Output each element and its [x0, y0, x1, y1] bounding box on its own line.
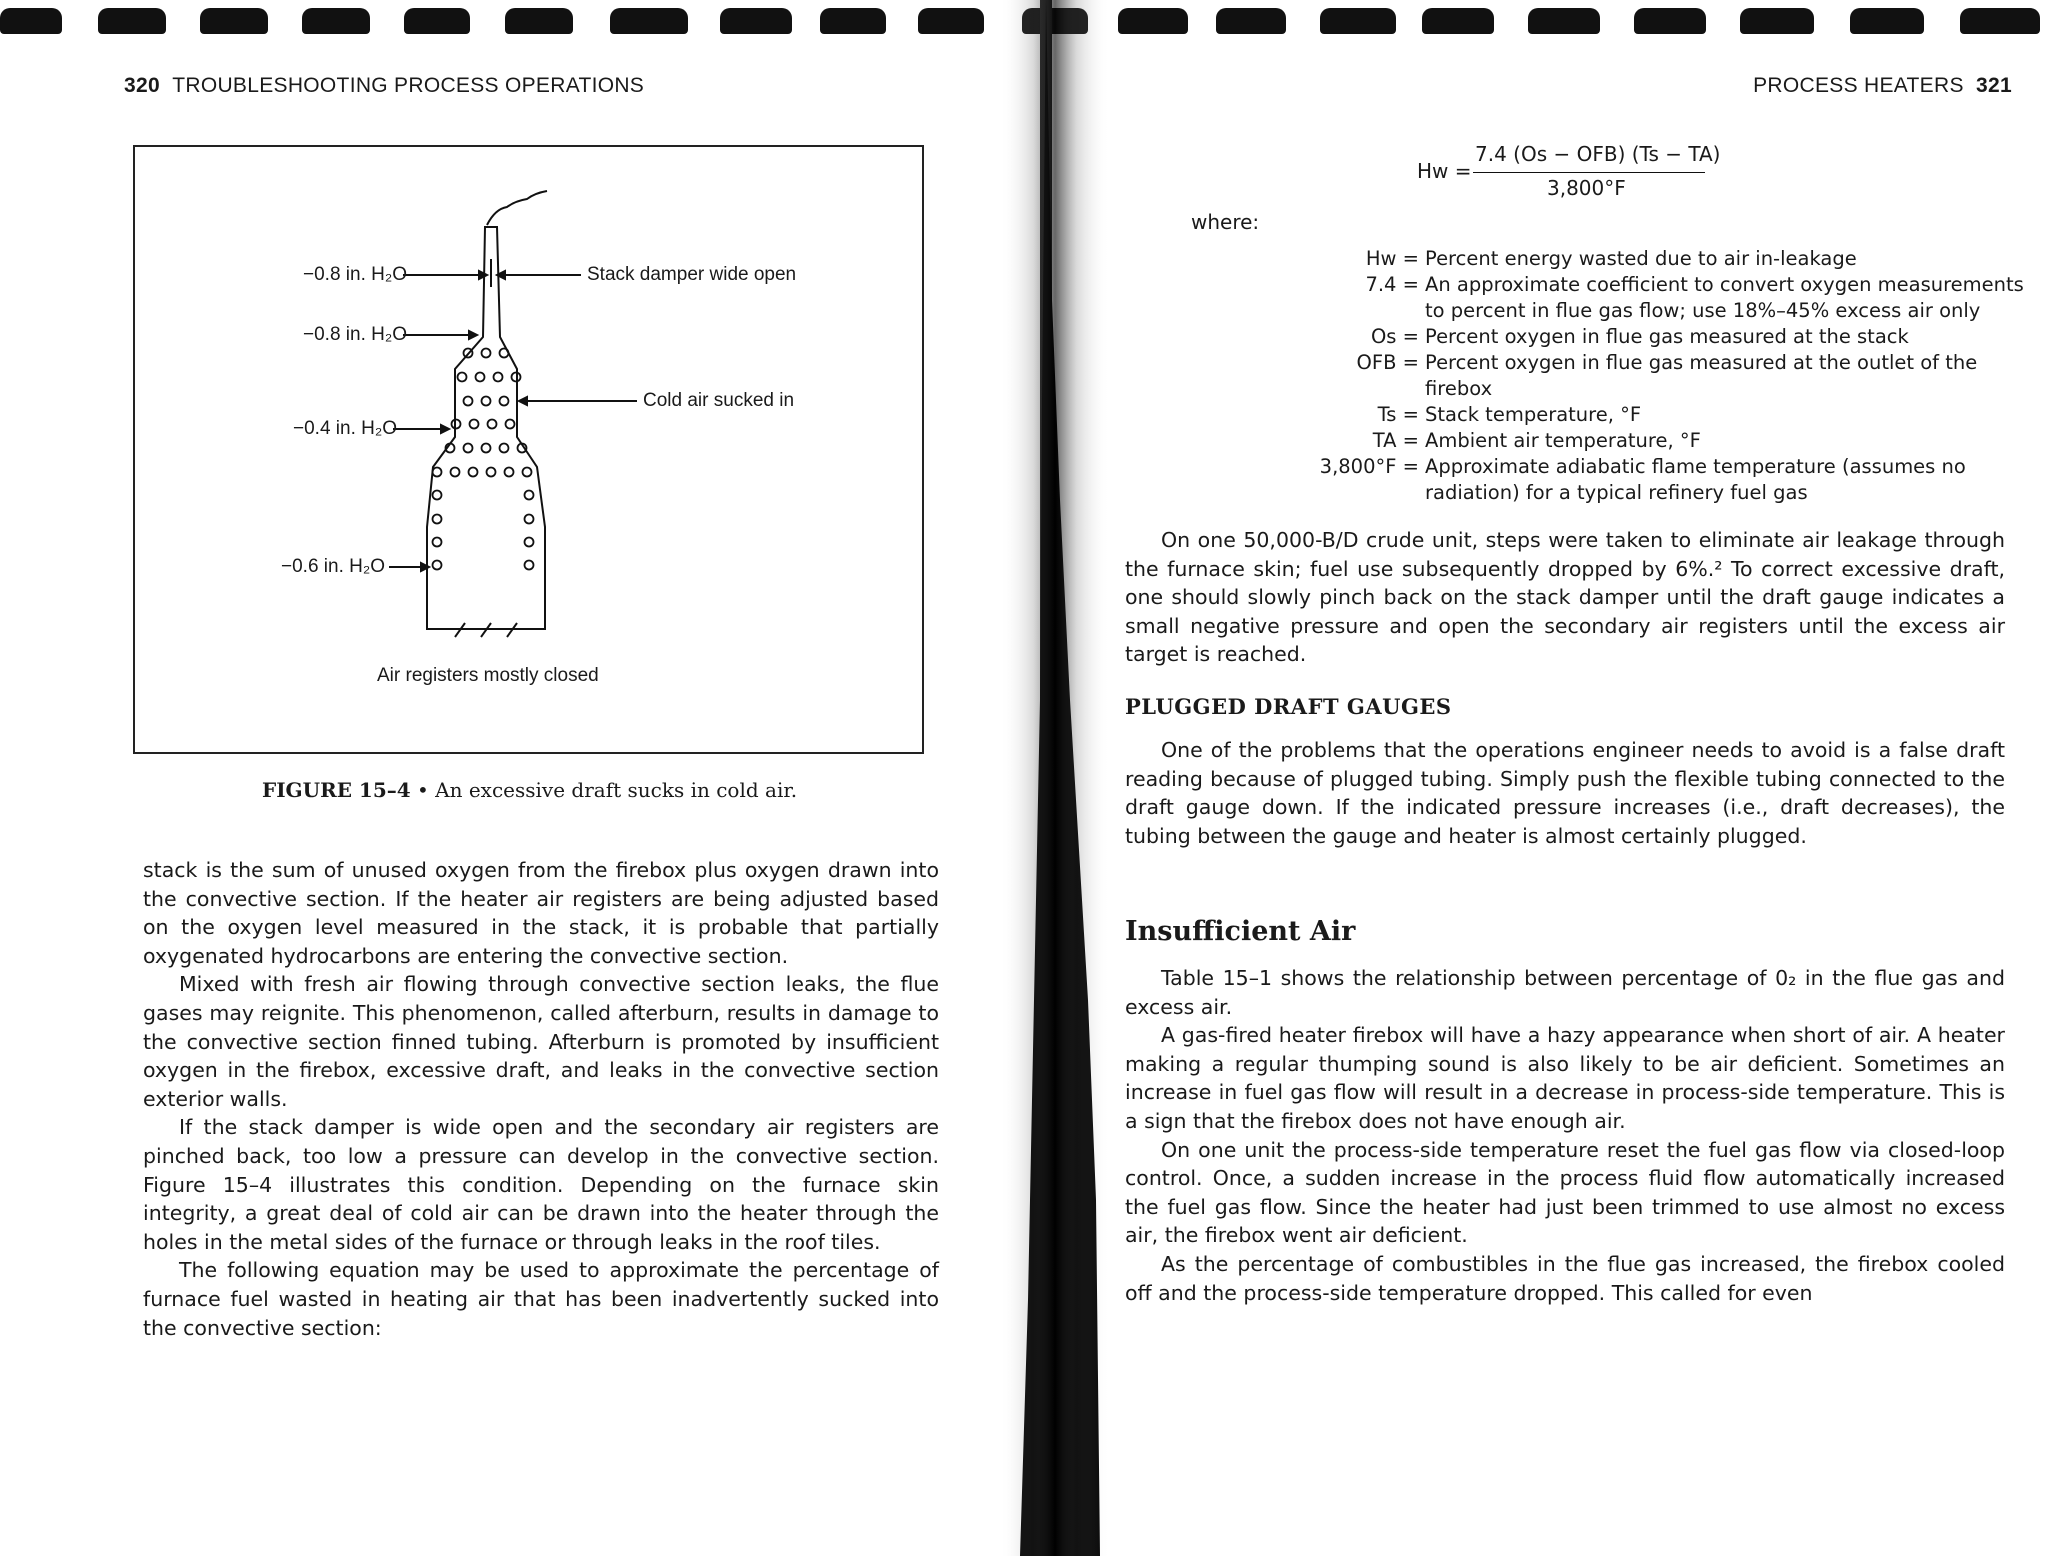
section-heading-insufficient-air: Insufficient Air	[1125, 916, 1356, 947]
section-heading-plugged: PLUGGED DRAFT GAUGES	[1125, 694, 1452, 719]
paragraph: The following equation may be used to approximate the percentage of furnace fuel wasted in heating air that has been inadvertently sucked into the convective section:	[143, 1258, 939, 1340]
def-symbol: Os =	[1370, 325, 1419, 348]
paragraph: stack is the sum of unused oxygen from the firebox plus oxygen drawn into the convective section. If the heater air registers are being adjusted based on the oxygen level measured in the stack, it is probable that partially oxygenated hydrocarbons are entering the convective section.	[143, 858, 939, 968]
def-text: An approximate coefficient to convert oxygen measurements	[1425, 273, 2024, 296]
def-text: firebox	[1425, 377, 1493, 400]
paragraph: Table 15–1 shows the relationship between percentage of 0₂ in the flue gas and excess air.	[1125, 966, 2005, 1019]
equation-numerator: 7.4 (Os − OFB) (Ts − TA)	[1475, 142, 1721, 166]
paragraph: Mixed with fresh air flowing through convective section leaks, the flue gases may reignite. This phenomenon, called afterburn, results in damage to the convective section finned tubing. Afterburn is promoted by insufficient oxygen in the firebox, excessive draft, and leaks in the convective section exterior walls.	[143, 972, 939, 1111]
left-page	[0, 0, 1020, 1556]
pressure-label-firebox: −0.6 in. H₂O	[281, 556, 386, 577]
plugged-gauges-text	[1125, 736, 2005, 850]
fraction-bar	[1473, 172, 1705, 173]
paragraph: On one 50,000-B/D crude unit, steps were taken to eliminate air leakage through the furnace skin; fuel use subsequently dropped by 6%.² To correct excessive draft, one should slowly pinch back on the stack damper until the draft gauge indicates a small negative pressure and open the secondary air registers until the excess air target is reached.	[1125, 528, 2005, 667]
where-label: where:	[1191, 210, 1260, 234]
figure-caption	[262, 778, 797, 802]
cold-air-label: Cold air sucked in	[643, 390, 795, 411]
def-text: Percent oxygen in flue gas measured at the stack	[1425, 325, 1909, 348]
heater-diagram	[135, 147, 922, 752]
running-title-left: TROUBLESHOOTING PROCESS OPERATIONS	[172, 74, 645, 97]
pressure-label-stack-top: −0.8 in. H₂O	[303, 264, 408, 285]
page-number-left: 320	[124, 74, 160, 97]
pressure-label-stack-base: −0.8 in. H₂O	[303, 324, 408, 345]
def-text: Approximate adiabatic flame temperature (assumes no	[1425, 455, 1966, 478]
insufficient-air-text	[1125, 964, 2005, 1307]
figure-number: FIGURE 15–4	[262, 778, 411, 802]
paragraph: On one unit the process-side temperature reset the fuel gas flow via closed-loop control. Once, a sudden increase in the process fluid flow automatically increased the fuel gas flow. Since the heater had just been trimmed to use almost no excess air, the firebox went air deficient.	[1125, 1137, 2005, 1248]
air-holes	[433, 349, 534, 570]
pressure-label-convection: −0.4 in. H₂O	[293, 418, 398, 439]
left-page-header	[124, 74, 644, 98]
def-symbol: 7.4 =	[1365, 273, 1419, 296]
paragraph: A gas-fired heater firebox will have a hazy appearance when short of air. A heater making a regular thumping sound is also likely to be air deficient. Sometimes an increase in fuel gas flow will result in a decrease in process-side temperature. This is a sign that the firebox does not have enough air.	[1125, 1023, 2005, 1133]
figure-frame	[133, 145, 924, 754]
figure-caption-text: • An excessive draft sucks in cold air.	[410, 778, 798, 802]
right-page-header	[1753, 74, 2012, 98]
def-text: Stack temperature, °F	[1425, 403, 1642, 426]
def-text: radiation) for a typical refinery fuel gas	[1425, 481, 1808, 504]
def-symbol: Hw =	[1365, 247, 1419, 270]
def-symbol: TA =	[1372, 429, 1419, 452]
registers-label: Air registers mostly closed	[377, 665, 599, 686]
left-body-text	[143, 856, 939, 1342]
def-symbol: OFB =	[1356, 351, 1419, 374]
paragraph: One of the problems that the operations engineer needs to avoid is a false draft reading because of plugged tubing. Simply push the flexible tubing connected to the draft gauge down. If the indicated pressure increases (i.e., draft decreases), the tubing between the gauge and heater is almost certainly plugged.	[1125, 738, 2005, 848]
equation-lhs: Hw =	[1417, 159, 1472, 183]
damper-label: Stack damper wide open	[587, 264, 797, 285]
def-text: to percent in flue gas flow; use 18%–45% excess air only	[1425, 299, 1981, 322]
equation-denominator: 3,800°F	[1547, 176, 1626, 200]
def-symbol: 3,800°F =	[1319, 455, 1419, 478]
running-title-right: PROCESS HEATERS	[1753, 74, 1964, 97]
paragraph: As the percentage of combustibles in the flue gas increased, the firebox cooled off and the process-side temperature dropped. This called for even	[1125, 1251, 2005, 1305]
def-text: Ambient air temperature, °F	[1425, 429, 1701, 452]
def-symbol: Ts =	[1377, 403, 1419, 426]
def-text: Percent oxygen in flue gas measured at the outlet of the	[1425, 351, 1978, 374]
paragraph: If the stack damper is wide open and the secondary air registers are pinched back, too low a pressure can develop in the convective section. Figure 15–4 illustrates this condition. Depending on the furnace skin integrity, a great deal of cold air can be drawn into the heater through the holes in the metal sides of the furnace or through leaks in the roof tiles.	[143, 1115, 939, 1254]
page-number-right: 321	[1976, 74, 2012, 97]
right-page	[1085, 0, 2048, 1556]
crude-unit-paragraph	[1125, 526, 2005, 669]
def-text: Percent energy wasted due to air in-leakage	[1425, 247, 1857, 270]
